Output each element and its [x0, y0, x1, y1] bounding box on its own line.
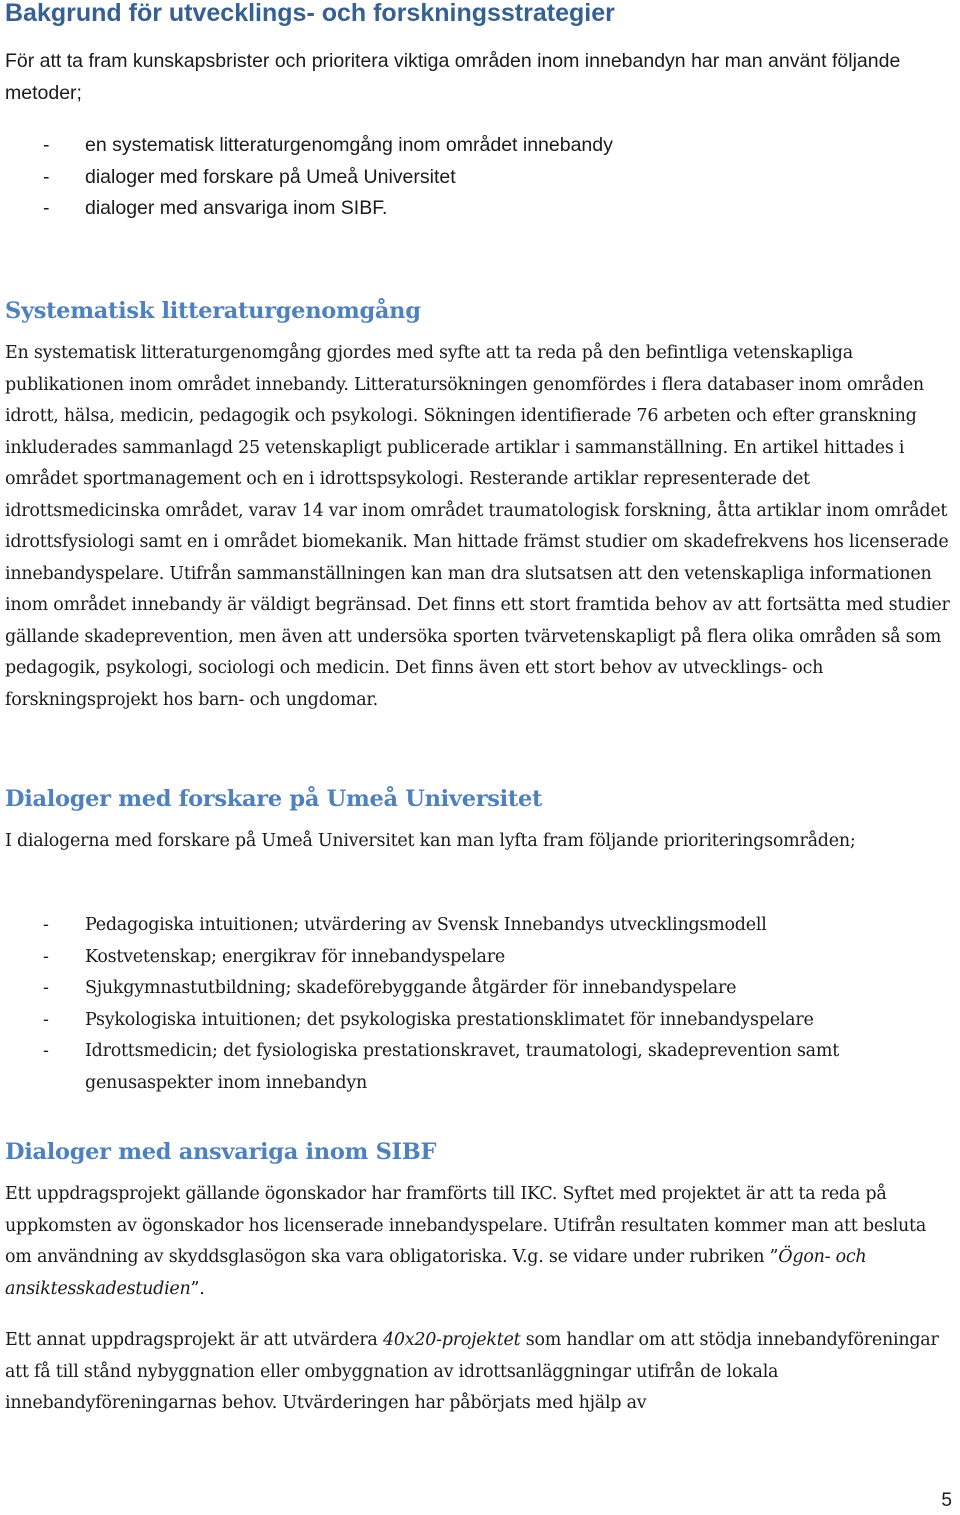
list-item-text: Pedagogiska intuitionen; utvärdering av Svensk Innebandys utvecklingsmodell — [85, 915, 767, 935]
list-item — [5, 1036, 955, 1099]
sibf-p1-end: ”. — [190, 1278, 205, 1299]
bullet-dash: - — [43, 165, 50, 188]
methods-list — [5, 130, 955, 225]
priority-list — [5, 910, 955, 1099]
sibf-p1-text: Ett uppdragsprojekt gällande ögonskador har framförts till IKC. Syftet med projektet är att ta reda på uppkomsten av ögonskador hos licenserade innebandyspelare. Utifrån resultaten kommer man att besluta om användning av skyddsglasögon ska vara obligatoriska. V.g. se vidare under rubriken ” — [5, 1184, 927, 1267]
list-item-text: Sjukgymnastutbildning; skadeförebyggande åtgärder för innebandyspelare — [85, 978, 737, 998]
bullet-dash: - — [43, 1009, 49, 1030]
bullet-dash: - — [43, 978, 49, 998]
main-heading: Bakgrund för utvecklings- och forskningsstrategier — [5, 0, 615, 27]
bullet-dash: - — [43, 1041, 49, 1061]
list-item — [5, 162, 955, 194]
sibf-p2-rest: som handlar om att stödja innebandyföreningar att få till stånd nybyggnation eller ombyggnation av idrottsanläggningar utifrån de lokala innebandyföreningarnas behov. Utvärderingen har påbörjats med hjälp av — [5, 1330, 939, 1413]
bullet-dash: - — [43, 134, 50, 156]
literature-paragraph: En systematisk litteraturgenomgång gjordes med syfte att ta reda på den befintliga vetenskapliga publikationen inom området innebandy. Litteratursökningen genomfördes i flera databaser inom områden idrott, hälsa, medicin, pedagogik och psykologi. Sökningen identifierade 76 arbeten och efter granskning inkluderades sammanlagd 25 vetenskapligt publicerade artiklar i sammanställning. En artikel hittades i området sportmanagement och en i idrottspsykologi. Resterande artiklar representerade det idrottsmedicinska området, varav 14 var inom området traumatologisk forskning, åtta artiklar inom området idrottsfysiologi samt en i området biomekanik. Man hittade främst studier om skadefrekvens hos licenserade innebandyspelare. Utifrån sammanställningen kan man dra slutsatsen att den vetenskapliga informationen inom området innebandy är väldigt begränsad. Det finns ett stort framtida behov av att fortsätta med studier gällande skadeprevention, men även att undersöka sporten tvärvetenskapligt på flera olika områden så som pedagogik, psykologi, sociologi och medicin. Det finns även ett stort behov av utvecklings- och forskningsprojekt hos barn- och ungdomar. — [5, 343, 950, 710]
bullet-dash: - — [43, 946, 49, 967]
section-heading-sibf: Dialoger med ansvariga inom SIBF — [5, 1139, 437, 1165]
page-number: 5 — [941, 1490, 952, 1511]
project-title-italic: 40x20-projektet — [382, 1330, 521, 1350]
section-heading-umea: Dialoger med forskare på Umeå Universitet — [5, 786, 543, 812]
list-item-text: en systematisk litteraturgenomgång inom området innebandy — [85, 134, 613, 156]
list-item-text: dialoger med ansvariga inom SIBF. — [85, 197, 388, 219]
bullet-dash: - — [43, 915, 49, 935]
sibf-paragraph-2 — [5, 1325, 955, 1420]
bullet-dash: - — [43, 197, 50, 219]
list-item-text: dialoger med forskare på Umeå Universitet — [85, 165, 456, 188]
study-title-italic: Ögon- och ansiktesskadestudien — [5, 1247, 867, 1299]
list-item-text: Idrottsmedicin; det fysiologiska prestationskravet, traumatologi, skadeprevention samt genusaspekter inom innebandyn — [85, 1041, 839, 1093]
sibf-paragraph-1 — [5, 1179, 955, 1305]
sibf-p2-start: Ett annat uppdragsprojekt är att utvärdera — [5, 1330, 383, 1350]
umea-intro-paragraph: I dialogerna med forskare på Umeå Universitet kan man lyfta fram följande prioriteringsområden; — [5, 831, 856, 851]
intro-paragraph: För att ta fram kunskapsbrister och prioritera viktiga områden inom innebandyn har man använt följande metoder; — [5, 50, 901, 104]
list-item — [5, 910, 955, 942]
list-item — [5, 942, 955, 974]
list-item — [5, 973, 955, 1005]
list-item-text: Psykologiska intuitionen; det psykologiska prestationsklimatet för innebandyspelare — [85, 1009, 814, 1030]
list-item — [5, 193, 955, 225]
list-item-text: Kostvetenskap; energikrav för innebandyspelare — [85, 946, 505, 967]
section-heading-literature: Systematisk litteraturgenomgång — [5, 298, 421, 324]
list-item — [5, 1005, 955, 1037]
list-item — [5, 130, 955, 162]
